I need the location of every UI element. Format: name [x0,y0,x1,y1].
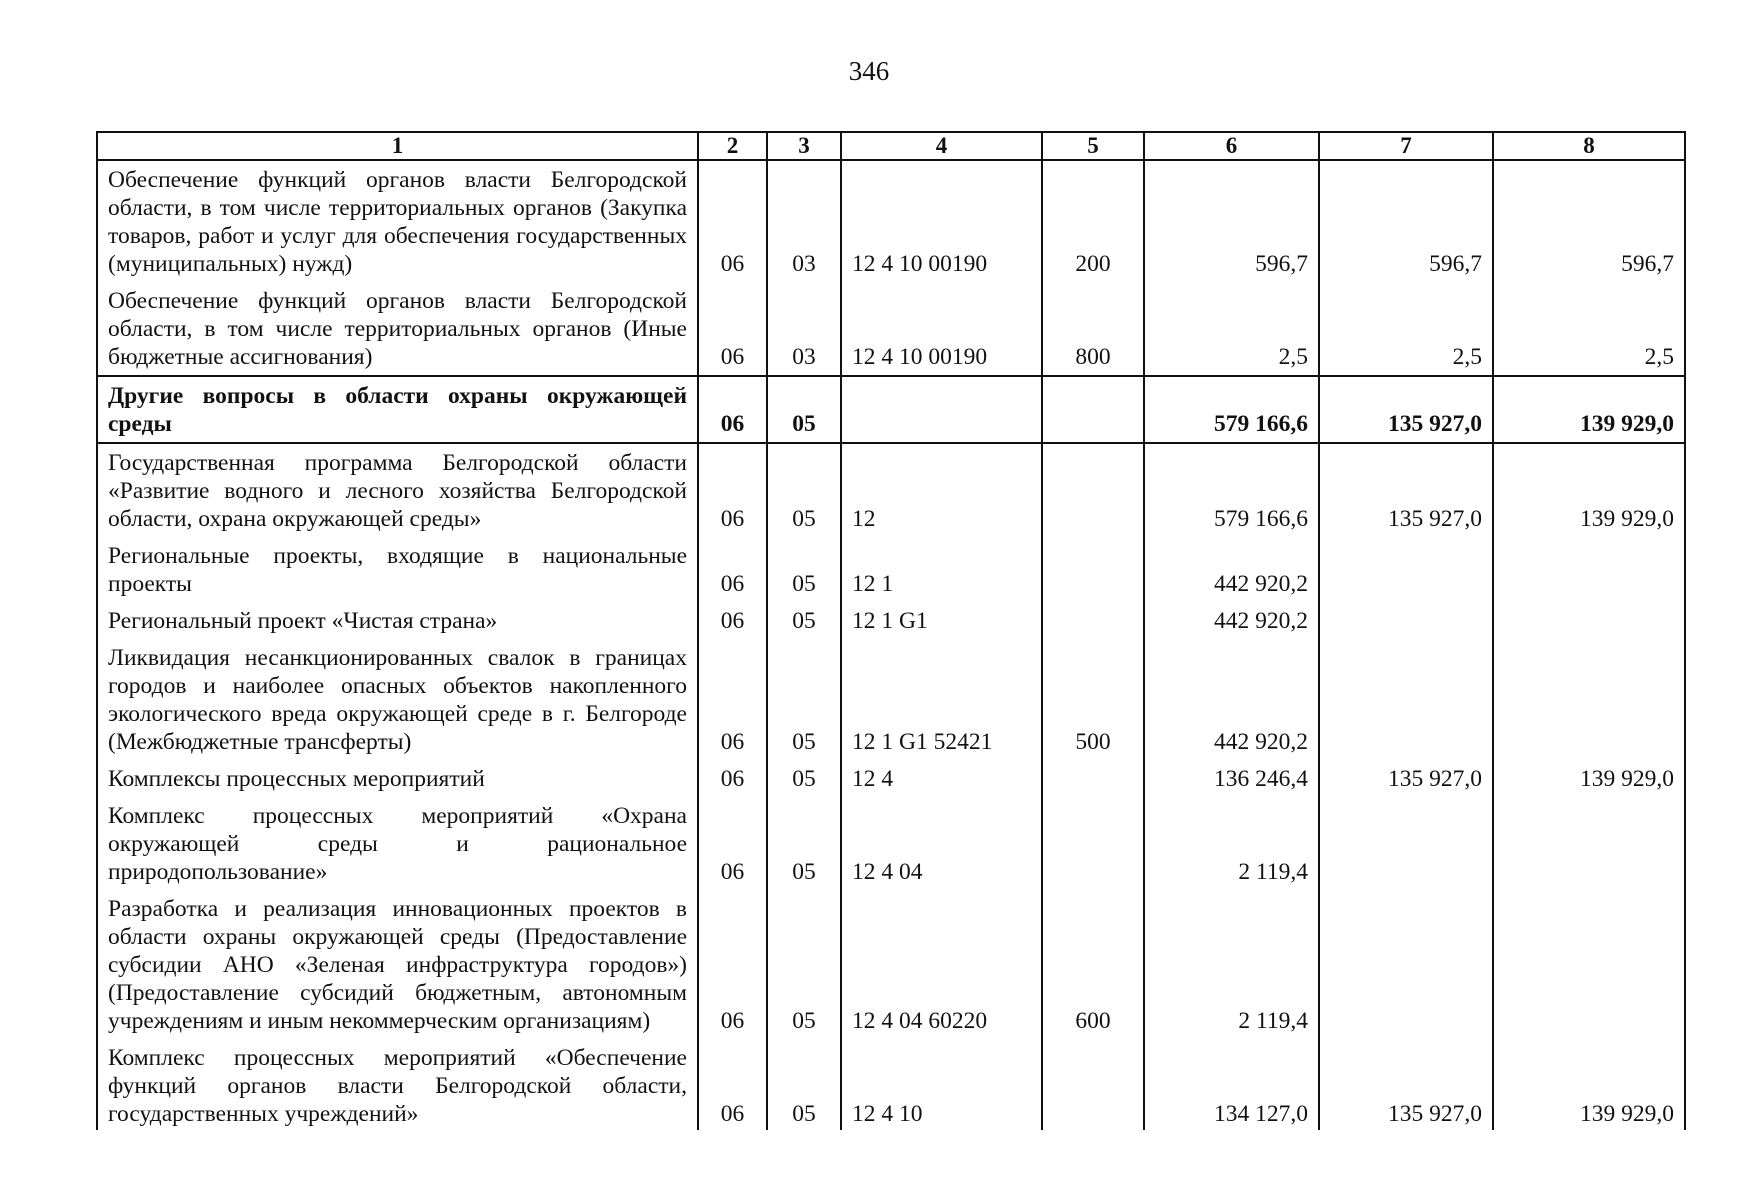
cell-target-article: 12 4 10 [841,1039,1042,1130]
cell-target-article: 12 [841,443,1042,537]
cell-section: 06 [698,639,767,760]
cell-amount-col7: 135 927,0 [1319,443,1493,537]
cell-name: Ликвидация несанкционированных свалок в границах городов и наиболее опасных объектов накопленного экологического вреда окружающей среде в г. Белгороде (Межбюджетные трансферты) [97,639,698,760]
cell-name: Комплекс процессных мероприятий «Обеспечение функций органов власти Белгородской области, государственных учреждений» [97,1039,698,1130]
cell-subsection: 05 [767,602,841,639]
cell-amount-col6: 2,5 [1144,282,1319,376]
cell-section: 06 [698,890,767,1039]
cell-amount-col8: 139 929,0 [1493,376,1685,443]
cell-amount-col7: 596,7 [1319,160,1493,282]
table-row [97,797,1685,890]
cell-target-article: 12 4 04 60220 [841,890,1042,1039]
budget-table [96,131,1686,1130]
cell-section: 06 [698,160,767,282]
cell-amount-col6: 134 127,0 [1144,1039,1319,1130]
cell-subsection: 05 [767,443,841,537]
cell-subsection: 05 [767,376,841,443]
cell-amount-col8: 139 929,0 [1493,760,1685,797]
cell-amount-col8 [1493,537,1685,602]
table-row [97,602,1685,639]
cell-amount-col6: 2 119,4 [1144,797,1319,890]
cell-target-article: 12 1 G1 [841,602,1042,639]
cell-expense-type [1042,760,1144,797]
column-header: 5 [1042,132,1144,160]
cell-amount-col8: 2,5 [1493,282,1685,376]
cell-expense-type: 600 [1042,890,1144,1039]
column-header: 2 [698,132,767,160]
cell-expense-type [1042,376,1144,443]
table-row [97,639,1685,760]
table-row [97,760,1685,797]
cell-subsection: 05 [767,1039,841,1130]
cell-name: Региональные проекты, входящие в национальные проекты [97,537,698,602]
cell-name: Другие вопросы в области охраны окружающей среды [97,376,698,443]
cell-name: Обеспечение функций органов власти Белгородской области, в том числе территориальных органов (Иные бюджетные ассигнования) [97,282,698,376]
column-header: 8 [1493,132,1685,160]
cell-subsection: 03 [767,160,841,282]
cell-amount-col6: 579 166,6 [1144,376,1319,443]
cell-expense-type [1042,443,1144,537]
cell-expense-type [1042,602,1144,639]
cell-amount-col6: 596,7 [1144,160,1319,282]
cell-target-article: 12 4 10 00190 [841,160,1042,282]
cell-name: Государственная программа Белгородской области «Развитие водного и лесного хозяйства Белгородской области, охрана окружающей среды» [97,443,698,537]
table-body [97,160,1685,1130]
cell-subsection: 03 [767,282,841,376]
cell-section: 06 [698,602,767,639]
cell-amount-col8: 139 929,0 [1493,1039,1685,1130]
cell-subsection: 05 [767,639,841,760]
cell-section: 06 [698,282,767,376]
cell-name: Региональный проект «Чистая страна» [97,602,698,639]
cell-name: Разработка и реализация инновационных проектов в области охраны окружающей среды (Предоставление субсидии АНО «Зеленая инфраструктура городов») (Предоставление субсидий бюджетным, автономным учреждениям и иным некоммерческим организациям) [97,890,698,1039]
cell-amount-col6: 579 166,6 [1144,443,1319,537]
cell-target-article: 12 4 04 [841,797,1042,890]
column-header: 6 [1144,132,1319,160]
cell-amount-col8 [1493,890,1685,1039]
table-row [97,890,1685,1039]
cell-expense-type [1042,1039,1144,1130]
cell-amount-col7 [1319,639,1493,760]
cell-target-article: 12 1 [841,537,1042,602]
cell-section: 06 [698,537,767,602]
cell-subsection: 05 [767,797,841,890]
cell-amount-col7: 2,5 [1319,282,1493,376]
cell-amount-col6: 442 920,2 [1144,639,1319,760]
cell-expense-type [1042,797,1144,890]
cell-amount-col6: 2 119,4 [1144,890,1319,1039]
cell-amount-col7: 135 927,0 [1319,376,1493,443]
table-row [97,282,1685,376]
table-row [97,537,1685,602]
cell-amount-col8: 139 929,0 [1493,443,1685,537]
table-row [97,160,1685,282]
cell-amount-col7: 135 927,0 [1319,760,1493,797]
column-header: 7 [1319,132,1493,160]
cell-target-article: 12 1 G1 52421 [841,639,1042,760]
cell-section: 06 [698,1039,767,1130]
page-number: 346 [848,56,890,86]
cell-amount-col6: 442 920,2 [1144,537,1319,602]
cell-section: 06 [698,443,767,537]
cell-target-article: 12 4 [841,760,1042,797]
cell-amount-col6: 136 246,4 [1144,760,1319,797]
cell-name: Обеспечение функций органов власти Белгородской области, в том числе территориальных органов (Закупка товаров, работ и услуг для обеспечения государственных (муниципальных) нужд) [97,160,698,282]
cell-section: 06 [698,760,767,797]
column-header: 3 [767,132,841,160]
cell-subsection: 05 [767,890,841,1039]
cell-amount-col8 [1493,602,1685,639]
cell-amount-col7 [1319,890,1493,1039]
cell-amount-col8 [1493,797,1685,890]
cell-expense-type: 500 [1042,639,1144,760]
cell-expense-type: 200 [1042,160,1144,282]
header-row [97,132,1685,160]
cell-amount-col6: 442 920,2 [1144,602,1319,639]
column-header: 1 [97,132,698,160]
table-row [97,376,1685,443]
table-row [97,1039,1685,1130]
cell-section: 06 [698,797,767,890]
cell-expense-type: 800 [1042,282,1144,376]
cell-name: Комплекс процессных мероприятий «Охрана окружающей среды и рациональное природопользование» [97,797,698,890]
cell-target-article [841,376,1042,443]
cell-name: Комплексы процессных мероприятий [97,760,698,797]
cell-amount-col7 [1319,602,1493,639]
cell-subsection: 05 [767,760,841,797]
cell-amount-col8: 596,7 [1493,160,1685,282]
cell-expense-type [1042,537,1144,602]
column-header: 4 [841,132,1042,160]
cell-section: 06 [698,376,767,443]
cell-amount-col7 [1319,797,1493,890]
cell-amount-col7 [1319,537,1493,602]
cell-target-article: 12 4 10 00190 [841,282,1042,376]
cell-subsection: 05 [767,537,841,602]
table-row [97,443,1685,537]
cell-amount-col7: 135 927,0 [1319,1039,1493,1130]
cell-amount-col8 [1493,639,1685,760]
